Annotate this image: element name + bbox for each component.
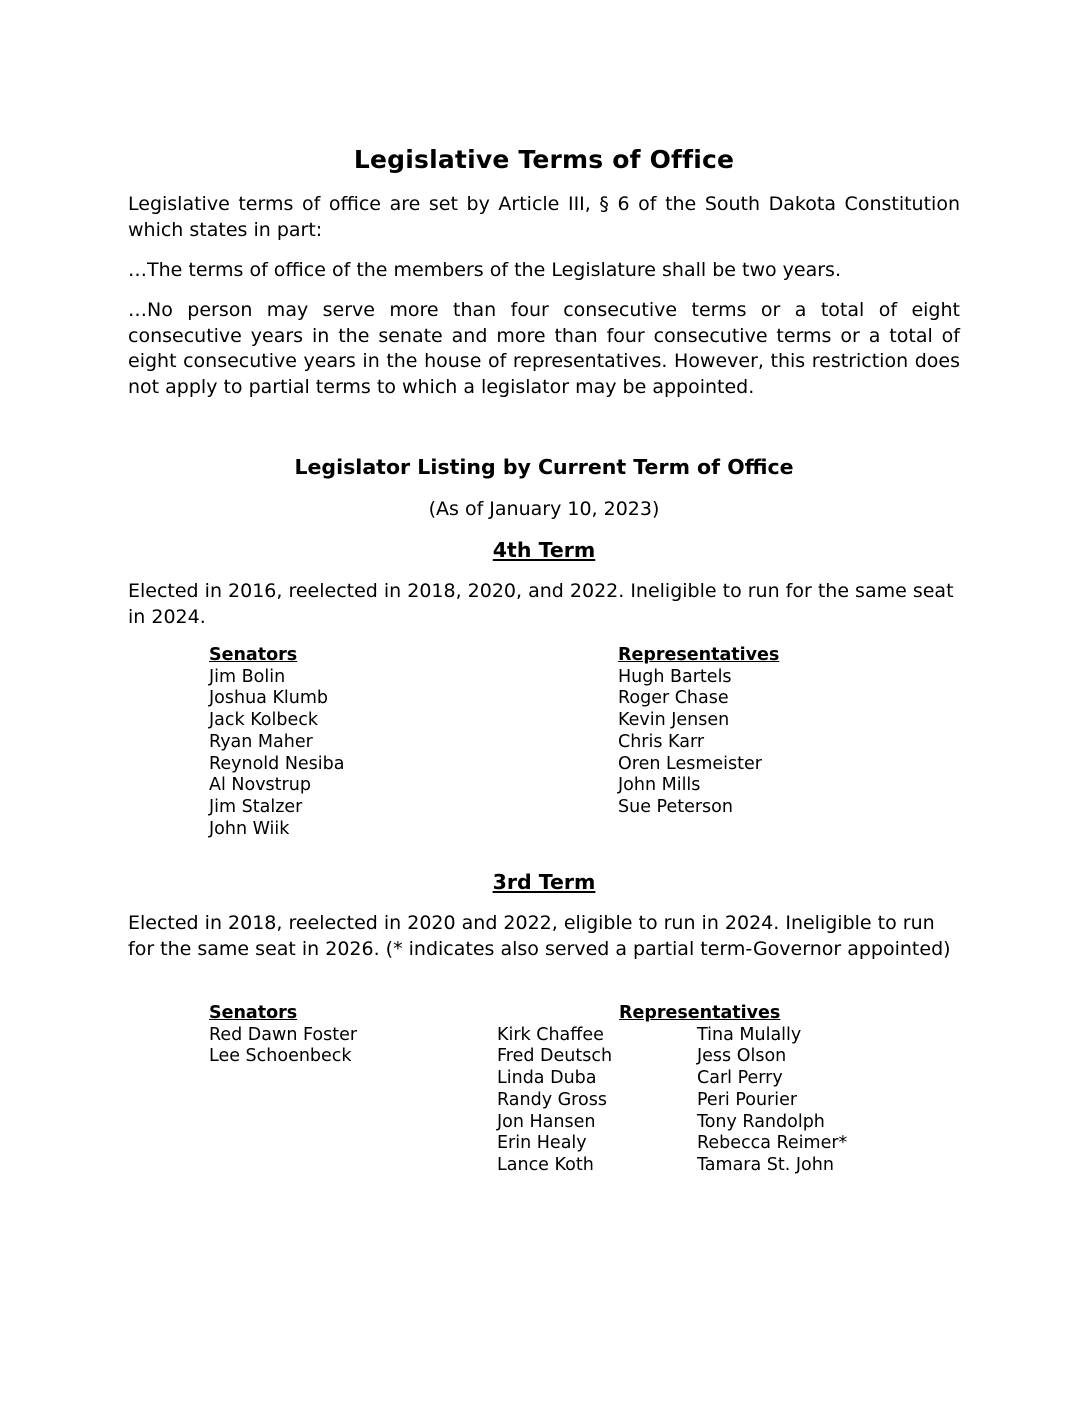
representative-name: Rebecca Reimer* — [697, 1133, 848, 1154]
term-description-4th: Elected in 2016, reelected in 2018, 2020, and 2022. Ineligible to run for the same seat in 2024. — [128, 580, 954, 628]
representative-name: Oren Lesmeister — [618, 753, 762, 774]
representative-name: Jon Hansen — [497, 1111, 596, 1132]
representative-name: Sue Peterson — [618, 796, 733, 817]
representative-name: Chris Karr — [618, 731, 705, 752]
term-description-3rd: Elected in 2018, reelected in 2020 and 2022, eligible to run in 2024. Ineligible to run for the same seat in 2026. (* indicates also served a partial term-Governor appointed) — [128, 912, 951, 960]
senator-name: Al Novstrup — [209, 775, 311, 796]
representative-name: John Mills — [618, 775, 701, 796]
senator-name: Jack Kolbeck — [209, 710, 319, 731]
representative-name: Randy Gross — [497, 1089, 607, 1110]
senators-list-4th — [209, 645, 345, 840]
representatives-list-3rd-col1 — [497, 1025, 612, 1177]
representatives-list-3rd-col2 — [697, 1025, 847, 1177]
as-of-date: (As of January 10, 2023) — [428, 498, 660, 520]
representatives-header: Representatives — [619, 1003, 781, 1023]
quote-paragraph-terms: …The terms of office of the members of the Legislature shall be two years. — [128, 259, 841, 281]
senator-name: Red Dawn Foster — [209, 1024, 358, 1045]
senator-name: Jim Bolin — [209, 666, 286, 687]
term-heading-4th: 4th Term — [492, 538, 596, 562]
representative-name: Tony Randolph — [697, 1111, 825, 1132]
senator-name: Joshua Klumb — [209, 688, 329, 709]
representative-name: Tamara St. John — [697, 1154, 834, 1175]
representative-name: Tina Mulally — [697, 1024, 802, 1045]
representative-name: Kevin Jensen — [618, 710, 730, 731]
representative-name: Carl Perry — [697, 1068, 783, 1089]
term-heading-3rd: 3rd Term — [492, 870, 596, 894]
listing-title: Legislator Listing by Current Term of Office — [294, 455, 794, 479]
representative-name: Hugh Bartels — [618, 666, 732, 687]
representative-name: Jess Olson — [697, 1046, 787, 1067]
representative-name: Roger Chase — [618, 688, 729, 709]
senators-header: Senators — [209, 645, 298, 665]
representative-name: Linda Duba — [497, 1068, 597, 1089]
senator-name: John Wiik — [209, 818, 290, 839]
senator-name: Reynold Nesiba — [209, 753, 345, 774]
representative-name: Lance Koth — [497, 1154, 594, 1175]
representative-name: Erin Healy — [497, 1133, 587, 1154]
senators-list-3rd — [209, 1003, 357, 1068]
senator-name: Ryan Maher — [209, 731, 313, 752]
representative-name: Peri Pourier — [697, 1089, 798, 1110]
representative-name: Fred Deutsch — [497, 1046, 613, 1067]
senator-name: Lee Schoenbeck — [209, 1046, 352, 1067]
intro-paragraph: Legislative terms of office are set by Article III, § 6 of the South Dakota Constitution which states in part: — [128, 193, 960, 241]
senator-name: Jim Stalzer — [209, 796, 303, 817]
representative-name: Kirk Chaffee — [497, 1024, 604, 1045]
representatives-list-4th — [618, 645, 779, 819]
senators-header: Senators — [209, 1003, 298, 1023]
quote-paragraph-limits: …No person may serve more than four consecutive terms or a total of eight consecutive years in the senate and more than four consecutive terms or a total of eight consecutive years in the house of representatives. However, this restriction does not apply to partial terms to which a legislator may be appointed. — [128, 299, 960, 398]
representatives-header: Representatives — [618, 645, 780, 665]
page-title: Legislative Terms of Office — [353, 145, 735, 174]
